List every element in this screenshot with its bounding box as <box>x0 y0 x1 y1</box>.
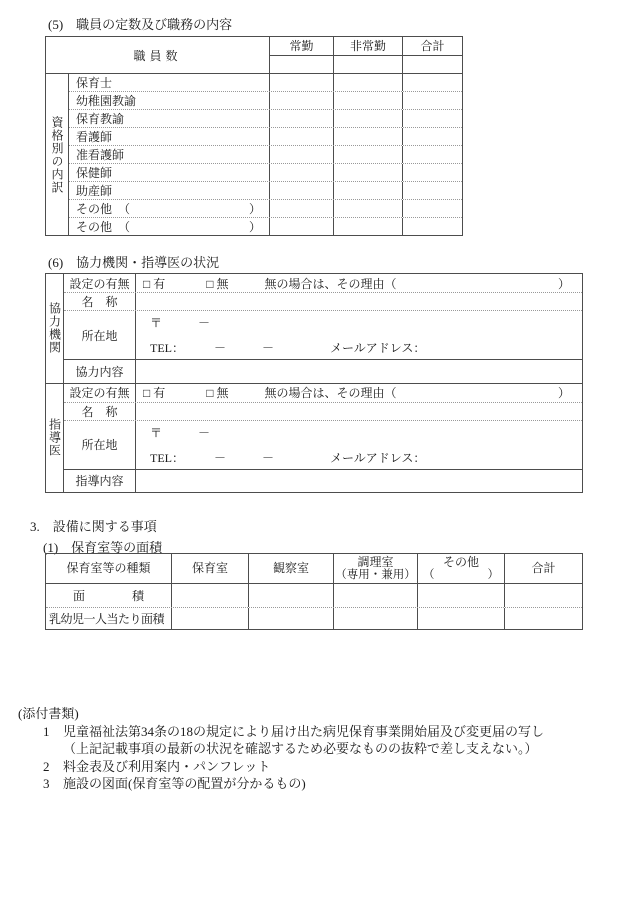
name-label: 名 称 <box>64 293 136 310</box>
reason-label: 無の場合は、その理由（ <box>264 386 397 400</box>
staff-type-label: 助産師 <box>76 184 113 198</box>
staff-type-label: 保育教諭 <box>76 112 125 126</box>
staff-side-label: 資格別の内訳 <box>50 115 64 194</box>
item-text: 料金表及び利用案内・パンフレット <box>63 758 271 774</box>
item-text: 児童福祉法第34条の18の規定により届け出た病児保育事業開始届及び変更届の写し <box>63 723 545 739</box>
name-value-cell <box>136 403 582 420</box>
list-item <box>18 758 544 776</box>
area-cell <box>505 584 582 607</box>
address-label: 所在地 <box>64 421 136 469</box>
col-header-other <box>418 554 505 583</box>
doctor-group <box>46 383 582 493</box>
tel-line: TEL： － － <box>150 341 274 355</box>
reason-close-paren: ） <box>557 386 570 400</box>
name-row <box>64 402 582 420</box>
area-label-left: 面 <box>73 589 86 603</box>
paren-close: ） <box>487 568 499 581</box>
area-cell <box>172 608 249 629</box>
setting-label: 設定の有無 <box>64 384 136 402</box>
staff-type-label: 看護師 <box>76 130 113 144</box>
coop-org-side-cell <box>46 274 64 383</box>
staff-type-label: その他 （ <box>76 220 131 234</box>
col-header-total: 合計 <box>420 39 445 54</box>
parttime-cell <box>334 92 403 109</box>
section-3-title: 3. 設備に関する事項 <box>30 519 157 534</box>
parttime-cell <box>334 74 403 91</box>
fulltime-cell <box>270 92 334 109</box>
item-number <box>43 740 56 758</box>
area-cell <box>418 608 505 629</box>
total-cell <box>403 92 462 109</box>
fulltime-cell <box>270 110 334 127</box>
per-child-row <box>46 607 582 629</box>
list-item <box>18 775 544 793</box>
fulltime-cell <box>270 146 334 163</box>
staff-type-label: 保育士 <box>76 76 113 90</box>
name-value-cell <box>136 293 582 310</box>
staff-type-label: 幼稚園教諭 <box>76 94 137 108</box>
item-text: 施設の図面(保育室等の配置が分かるもの) <box>63 776 306 792</box>
name-row <box>64 292 582 310</box>
table-row <box>69 91 462 109</box>
item-text: （上記記載事項の最新の状況を確認するため必要なものの抜粋で差し支えない。） <box>63 741 538 757</box>
content-row <box>64 469 582 493</box>
total-cell <box>403 218 462 235</box>
checkbox-no[interactable]: □ 無 <box>206 386 229 400</box>
coop-org-group <box>46 274 582 383</box>
table-row <box>69 127 462 145</box>
col-header-fulltime: 常勤 <box>270 37 334 55</box>
staff-table <box>45 36 463 236</box>
parttime-cell <box>334 128 403 145</box>
fulltime-cell <box>270 74 334 91</box>
area-label-right: 積 <box>131 589 144 603</box>
total-cell <box>403 182 462 199</box>
address-row <box>64 420 582 469</box>
table-row <box>69 74 462 91</box>
parttime-cell <box>334 200 403 217</box>
mail-label: メールアドレス： <box>330 450 426 465</box>
checkbox-no[interactable]: □ 無 <box>206 276 229 291</box>
total-cell <box>403 146 462 163</box>
coop-doctor-table <box>45 273 583 493</box>
parttime-cell <box>334 218 403 235</box>
staff-rows <box>69 74 462 235</box>
total-cell <box>403 164 462 181</box>
doctor-side-label: 指導医 <box>47 418 62 458</box>
doctor-side-cell <box>46 384 64 493</box>
attachments-title: (添付書類) <box>18 706 79 721</box>
table-row <box>69 145 462 163</box>
section-6-title: (6) 協力機関・指導医の状況 <box>48 255 220 270</box>
content-value-cell <box>136 470 582 493</box>
area-row <box>46 584 582 607</box>
kitchen-line1: 調理室 <box>357 554 394 569</box>
staff-type-label: 保健師 <box>76 166 113 180</box>
total-cell <box>403 110 462 127</box>
content-label: 協力内容 <box>64 360 136 383</box>
item-number: 3 <box>43 776 50 792</box>
total-cell <box>403 128 462 145</box>
list-item <box>18 740 544 758</box>
mail-label: メールアドレス： <box>330 341 426 355</box>
section-3-1-title: (1) 保育室等の面積 <box>43 540 163 555</box>
table-row <box>69 109 462 127</box>
col-header-total: 合計 <box>531 561 556 575</box>
area-row-label <box>46 584 172 607</box>
tel-line: TEL： － － <box>150 450 274 465</box>
col-header-nursery-room: 保育室 <box>172 554 249 583</box>
section-5-title: (5) 職員の定数及び職務の内容 <box>48 17 233 32</box>
parttime-cell <box>334 146 403 163</box>
address-label: 所在地 <box>64 311 136 359</box>
col-header-room-type: 保育室等の種類 <box>46 554 172 583</box>
setting-row <box>64 274 582 292</box>
total-cell <box>403 200 462 217</box>
staff-table-header <box>46 37 462 74</box>
reason-close-paren: ） <box>557 276 570 291</box>
area-cell <box>249 584 334 607</box>
checkbox-yes[interactable]: □ 有 <box>143 276 166 291</box>
name-label: 名 称 <box>64 403 136 420</box>
table-row <box>69 163 462 181</box>
fulltime-cell <box>270 200 334 217</box>
table-row <box>69 217 462 235</box>
staff-type-label: 准看護師 <box>76 148 125 162</box>
col-header-observation-room: 観察室 <box>249 554 334 583</box>
area-cell <box>334 584 418 607</box>
content-row <box>64 359 582 383</box>
area-cell <box>505 608 582 629</box>
staff-count-header-cell: 職員数 <box>46 37 270 73</box>
fulltime-cell <box>270 182 334 199</box>
header-empty-cell <box>270 56 334 74</box>
kitchen-line2: （専用・兼用） <box>335 568 416 581</box>
total-cell <box>403 74 462 91</box>
item-number: 1 <box>43 723 50 739</box>
paren-close: ） <box>248 220 261 234</box>
staff-side-label-cell <box>46 74 69 235</box>
paren-close: ） <box>248 202 261 216</box>
fulltime-cell <box>270 128 334 145</box>
fulltime-cell <box>270 218 334 235</box>
reason-label: 無の場合は、その理由（ <box>264 276 397 291</box>
col-header-parttime: 非常勤 <box>334 37 403 55</box>
attachments-block <box>18 705 544 793</box>
content-value-cell <box>136 360 582 383</box>
area-table-header <box>46 554 582 584</box>
checkbox-yes[interactable]: □ 有 <box>143 386 166 400</box>
area-cell <box>172 584 249 607</box>
postal-line: 〒 － <box>150 425 211 440</box>
paren-open: （ <box>423 568 435 581</box>
list-item <box>18 723 544 741</box>
col-header-kitchen <box>334 554 418 583</box>
table-row <box>69 199 462 217</box>
item-number: 2 <box>43 758 50 774</box>
setting-row <box>64 384 582 402</box>
fulltime-cell <box>270 164 334 181</box>
coop-org-side-label: 協力機関 <box>47 302 62 355</box>
header-empty-cell <box>403 56 462 74</box>
postal-line: 〒 － <box>150 316 211 330</box>
area-cell <box>418 584 505 607</box>
per-child-row-label: 乳幼児一人当たり面積 <box>46 608 172 629</box>
area-table <box>45 553 583 630</box>
setting-label: 設定の有無 <box>64 274 136 292</box>
table-row <box>69 181 462 199</box>
parttime-cell <box>334 182 403 199</box>
area-cell <box>334 608 418 629</box>
staff-type-label: その他 （ <box>76 202 131 216</box>
parttime-cell <box>334 164 403 181</box>
other-line1: その他 <box>442 554 479 569</box>
area-cell <box>249 608 334 629</box>
parttime-cell <box>334 110 403 127</box>
content-label: 指導内容 <box>64 470 136 493</box>
address-row <box>64 310 582 359</box>
header-empty-cell <box>334 56 403 74</box>
